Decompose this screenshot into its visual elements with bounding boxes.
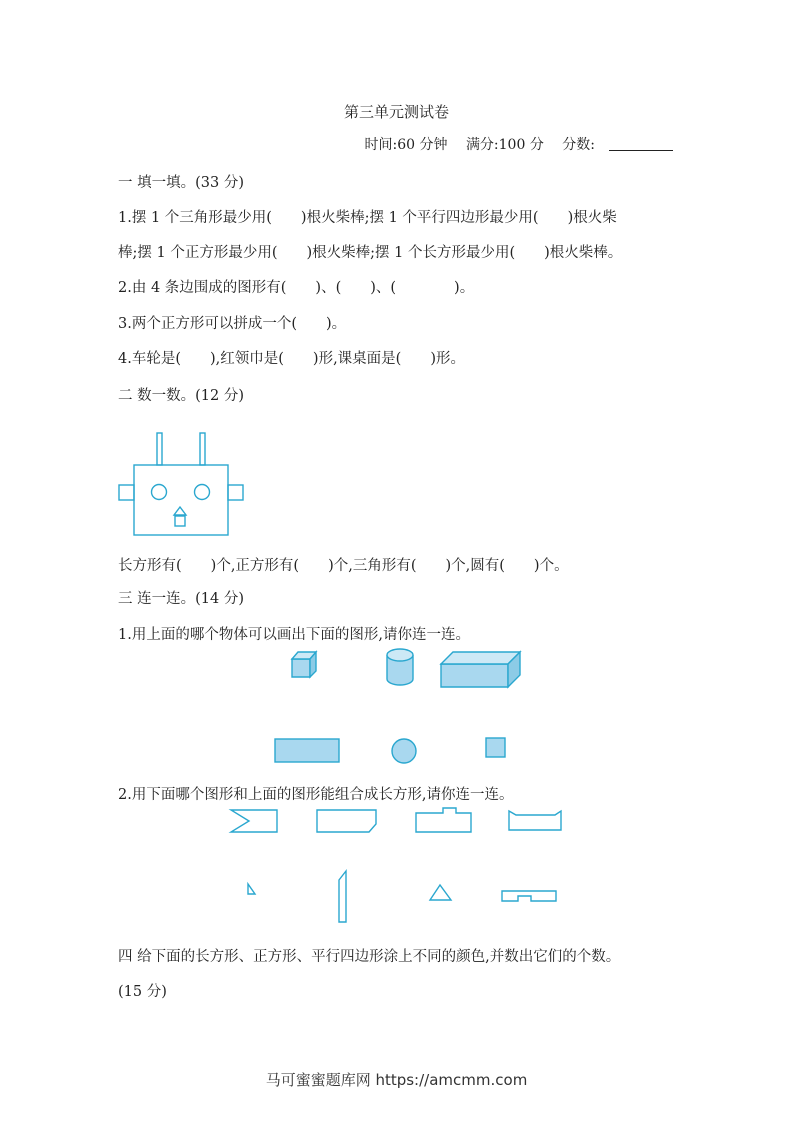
section2-heading: 二 数一数。(12 分)	[118, 388, 244, 404]
piece-step	[502, 891, 556, 901]
footer-watermark: 马可蜜蜜题库网 https://amcmm.com	[265, 1071, 528, 1089]
robot-eye-right	[195, 485, 210, 500]
match-q2: 2.用下面哪个图形和上面的图形能组合成长方形,请你连一连。	[118, 787, 514, 803]
cube-solid	[292, 652, 316, 677]
piece-parallelogram	[339, 871, 346, 922]
count-question: 长方形有( )个,正方形有( )个,三角形有( )个,圆有( )个。	[118, 558, 569, 574]
robot-eye-left	[152, 485, 167, 500]
notch-shape-3	[416, 808, 471, 832]
square-shape	[486, 738, 505, 757]
piece-triangle	[430, 885, 451, 900]
section4-heading: 四 给下面的长方形、正方形、平行四边形涂上不同的颜色,并数出它们的个数。	[118, 949, 621, 965]
q4: 4.车轮是( ),红领巾是( )形,课桌面是( )形。	[118, 351, 465, 367]
q2: 2.由 4 条边围成的图形有( )、( )、( )。	[118, 280, 475, 296]
q1-line1: 1.摆 1 个三角形最少用( )根火柴棒;摆 1 个平行四边形最少用( )根火柴	[118, 210, 617, 226]
cylinder-solid	[387, 649, 413, 685]
robot-ear-right	[228, 485, 243, 500]
circle-shape	[392, 739, 416, 763]
section1-heading: 一 填一填。(33 分)	[118, 175, 244, 191]
robot-head	[134, 465, 228, 535]
notch-shape-4	[509, 811, 561, 830]
notch-shape-1	[231, 810, 277, 832]
full-score: 满分:100 分	[465, 137, 544, 153]
robot-figure	[119, 433, 243, 535]
rectangle-shape	[275, 739, 339, 762]
time-limit: 时间:60 分钟	[364, 137, 448, 153]
notch-shape-2	[317, 810, 376, 832]
page-title: 第三单元测试卷	[343, 103, 449, 121]
q1-line2: 棒;摆 1 个正方形最少用( )根火柴棒;摆 1 个长方形最少用( )根火柴棒。	[118, 245, 623, 261]
score-label: 分数:	[562, 137, 595, 153]
piece-triangle-small	[248, 884, 255, 894]
robot-antenna-left	[157, 433, 162, 465]
robot-antenna-right	[200, 433, 205, 465]
section4-score: (15 分)	[118, 984, 167, 1000]
robot-ear-left	[119, 485, 134, 500]
robot-nose-triangle	[174, 507, 186, 515]
cuboid-solid	[441, 652, 520, 687]
section3-heading: 三 连一连。(14 分)	[118, 591, 244, 607]
q3: 3.两个正方形可以拼成一个( )。	[118, 316, 347, 332]
match-q1: 1.用上面的哪个物体可以画出下面的图形,请你连一连。	[118, 627, 470, 643]
robot-mouth-square	[175, 516, 185, 526]
